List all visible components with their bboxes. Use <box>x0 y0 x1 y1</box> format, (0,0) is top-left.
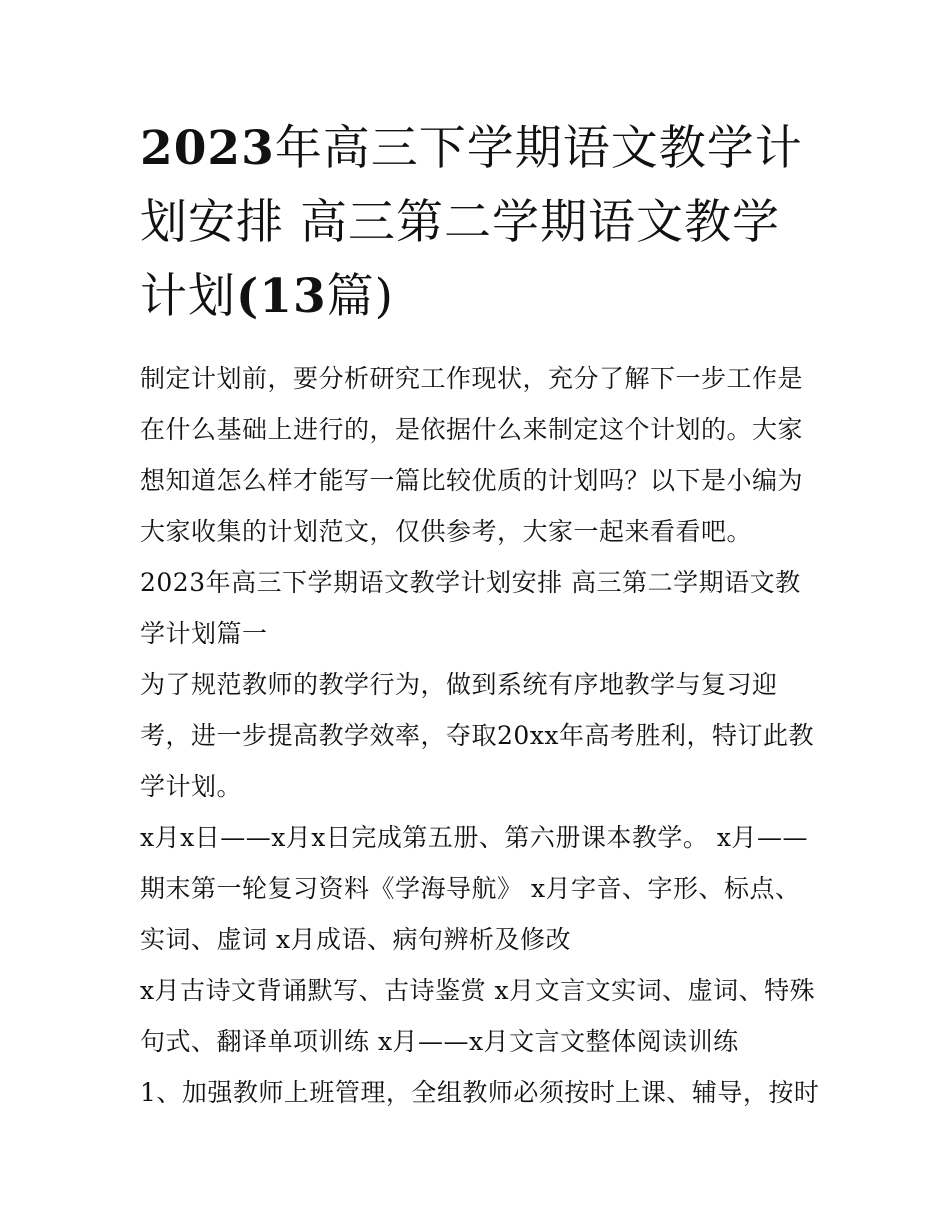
schedule-paragraph-2: x月古诗文背诵默写、古诗鉴赏 x月文言文实词、虚词、特殊句式、翻译单项训练 x月——x月文言文整体阅读训练 <box>140 976 816 1056</box>
intro-paragraph: 制定计划前，要分析研究工作现状，充分了解下一步工作是在什么基础上进行的，是依据什么来制定这个计划的。大家想知道怎么样才能写一篇比较优质的计划吗？以下是小编为大家收集的计划范文，仅供参考，大家一起来看看吧。 <box>140 364 804 546</box>
title-line-1-text: 年高三下学期语文教学计 <box>274 121 803 176</box>
schedule-paragraph-1: x月x日——x月x日完成第五册、第六册课本教学。 x月——期末第一轮复习资料《学海导航》 x月字音、字形、标点、实词、虚词 x月成语、病句辨析及修改 <box>140 823 808 954</box>
title-line-3-text: 计划 <box>140 269 236 324</box>
section-heading: 2023年高三下学期语文教学计划安排 高三第二学期语文教学计划篇一 <box>140 568 801 648</box>
title-line-2: 划安排 高三第二学期语文教学 <box>140 195 780 250</box>
title-line-3 <box>140 260 820 334</box>
purpose-paragraph: 为了规范教师的教学行为，做到系统有序地教学与复习迎考，进一步提高教学效率，夺取20xx年高考胜利，特订此教学计划。 <box>140 670 815 801</box>
document-page <box>140 112 820 1118</box>
document-body <box>140 353 820 1118</box>
title-count-unit: 篇) <box>326 269 394 324</box>
title-count: (13 <box>236 269 327 324</box>
title-line-1 <box>140 112 820 186</box>
title-year: 2023 <box>140 121 275 176</box>
management-paragraph: 1、加强教师上班管理，全组教师必须按时上课、辅导，按时 <box>140 1078 820 1107</box>
document-title <box>140 112 820 334</box>
